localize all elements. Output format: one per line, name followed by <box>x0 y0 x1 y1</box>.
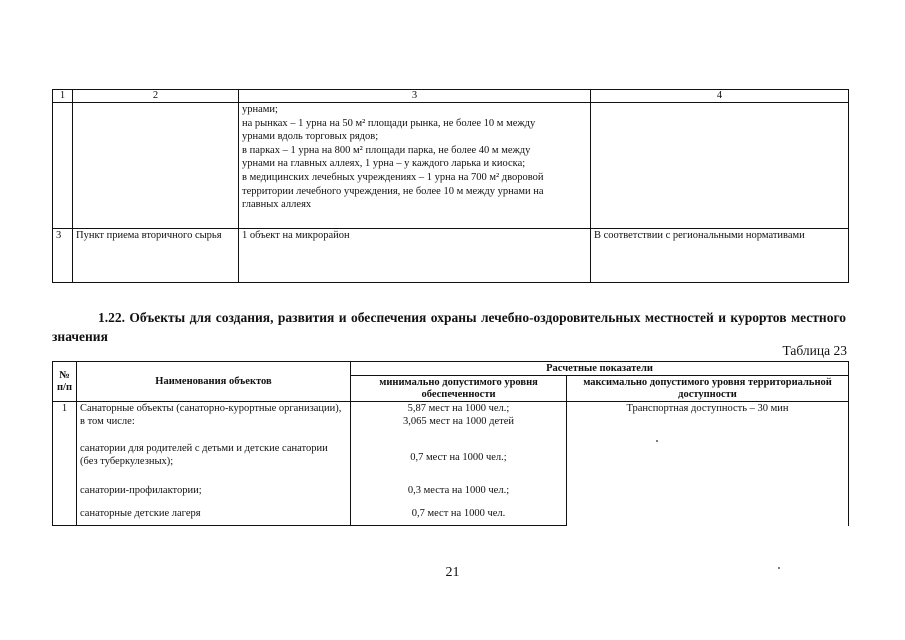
norm-line: в парках – 1 урна на 800 м² площади парка, не более 40 м между <box>242 144 531 156</box>
header-cell: 4 <box>591 90 849 103</box>
norm-line: территории лечебного учреждения, не более 10 м между урнами на <box>242 185 544 197</box>
header-cell: 3 <box>239 90 591 103</box>
norm-line: на рынках – 1 урна на 50 м² площади рынка, не более 10 м между <box>242 117 536 129</box>
header-group: Расчетные показатели <box>351 362 849 376</box>
table-header-row <box>53 362 849 376</box>
min-value-line: 3,065 мест на 1000 детей <box>402 416 515 427</box>
header-cell: 2 <box>73 90 239 103</box>
resorts-table <box>52 361 849 526</box>
table-row <box>53 103 849 229</box>
min-value-line: 5,87 мест на 1000 чел.; <box>407 403 510 414</box>
row-number <box>53 436 77 480</box>
header-cell: 1 <box>53 90 73 103</box>
norm-line: главных аллеях <box>242 199 312 211</box>
top-table <box>52 89 849 283</box>
table-row <box>53 402 849 436</box>
header-name: Наименования объектов <box>77 362 351 402</box>
norm-text <box>239 103 591 229</box>
table-caption: Таблица 23 <box>782 343 847 358</box>
object-name: Санаторные объекты (санаторно-курортные организации), в том числе: <box>77 402 351 436</box>
row-number <box>53 103 73 229</box>
min-value: 0,7 мест на 1000 чел. <box>351 502 567 526</box>
row-number: 3 <box>53 229 73 283</box>
norm-line: урнами на главных аллеях, 1 урна – у каждого ларька и киоска; <box>242 158 526 170</box>
section-heading: 1.22. Объекты для создания, развития и обеспечения охраны лечебно-оздоровительных местностей и курортов местного значения <box>52 310 846 344</box>
table-header-row <box>53 90 849 103</box>
min-value <box>351 402 567 436</box>
header-num: № п/п <box>53 362 77 402</box>
note-text: В соответствии с региональными нормативами <box>591 229 849 283</box>
scan-speck <box>778 567 780 569</box>
max-value: Транспортная доступность – 30 мин <box>567 402 849 526</box>
norm-text: 1 объект на микрорайон <box>239 229 591 283</box>
object-name <box>73 103 239 229</box>
row-number: 1 <box>53 402 77 436</box>
header-min: минимально допустимого уровня обеспеченности <box>351 376 567 402</box>
page-number: 21 <box>445 565 460 580</box>
object-name: санатории-профилактории; <box>77 480 351 502</box>
object-name: санатории для родителей с детьми и детские санатории (без туберкулезных); <box>77 436 351 480</box>
norm-line: урнами; <box>242 104 278 115</box>
table-row <box>53 229 849 283</box>
min-value: 0,3 места на 1000 чел.; <box>351 480 567 502</box>
header-max: максимально допустимого уровня территориальной доступности <box>567 376 849 402</box>
norm-line: в медицинских лечебных учреждениях – 1 урна на 700 м² дворовой <box>242 171 544 183</box>
scan-speck <box>656 440 658 442</box>
norm-line: урнами вдоль торговых рядов; <box>242 131 379 143</box>
row-number <box>53 502 77 526</box>
row-number <box>53 480 77 502</box>
object-name: санаторные детские лагеря <box>77 502 351 526</box>
object-name: Пункт приема вторичного сырья <box>73 229 239 283</box>
note-text <box>591 103 849 229</box>
min-value: 0,7 мест на 1000 чел.; <box>351 436 567 480</box>
